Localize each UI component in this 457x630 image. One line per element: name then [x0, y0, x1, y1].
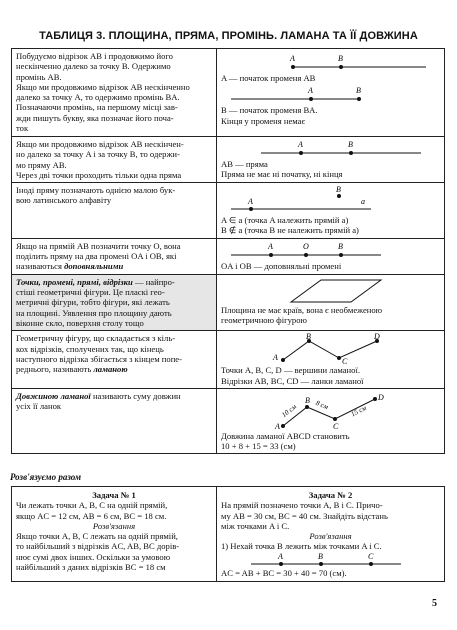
table-row-polyline	[12, 331, 445, 389]
point-label: B	[318, 551, 323, 561]
plane-parallelogram-icon	[221, 277, 441, 305]
line-label: a	[361, 197, 365, 207]
text-line	[16, 391, 213, 401]
point-label: O	[303, 241, 309, 251]
table-row-plane	[12, 274, 445, 330]
point-label: D	[374, 333, 380, 342]
point-label: B	[306, 333, 311, 342]
text-line: Якщо на прямій AB позначити точку O, вона	[16, 240, 181, 251]
text-line: но далеко за точку A і за точку B, то одержи-	[16, 149, 180, 160]
text-line: метричні фігури, тобто фігури, які лежать	[16, 297, 170, 308]
text-line: Позначаючи промінь, на першому місці зав-	[16, 102, 178, 113]
page-title: ТАБЛИЦЯ 3. ПЛОЩИНА, ПРЯМА, ПРОМІНЬ. ЛАМАНА ТА ЇЇ ДОВЖИНА	[39, 30, 418, 42]
term-figures: Точки, промені, прямі, відрізки	[16, 276, 133, 287]
text-line: промінь AB.	[16, 71, 62, 82]
task-1	[12, 487, 217, 582]
segment-length-label: 10 см	[280, 402, 298, 419]
text-line	[16, 277, 213, 287]
point-label: B	[336, 185, 341, 195]
plane-caption-2: геометричною фігурою	[221, 315, 307, 326]
text-fragment: — найпро-	[132, 276, 175, 287]
ray-ab-caption: A — початок променя AB	[221, 73, 316, 83]
point-label: B	[356, 86, 361, 96]
polyline-links-caption: Відрізки AB, BC, CD — ланки ламаної	[221, 375, 364, 386]
text-line: Геометричну фігуру, що складається з кіль-	[16, 333, 176, 344]
task-1-header: Задача № 1	[92, 490, 136, 500]
table-row-ray	[12, 49, 445, 137]
text-line: му AB = 30 см, BC = 40 см. Знайдіть відстань	[221, 510, 388, 521]
segment-length-label: 8 см	[314, 398, 330, 412]
segment-length-label: 15 см	[349, 403, 368, 419]
theory-table	[11, 48, 445, 454]
tasks-row	[12, 487, 445, 582]
text-line: між точками A і C.	[221, 520, 290, 531]
row-line-letter-figure	[217, 183, 445, 239]
belongs-caption: A ∈ a (точка A належить прямій a)	[221, 215, 349, 226]
point-label: B	[305, 395, 310, 405]
ray-ba-caption: B — початок променя BA.	[221, 105, 318, 116]
row-ray-figure	[217, 49, 445, 137]
point-label: C	[368, 551, 374, 561]
row-plane-text	[12, 274, 217, 330]
row-line-figure	[217, 137, 445, 183]
polyline-diagram	[221, 333, 441, 365]
tasks-table	[11, 486, 445, 582]
text-line: Якщо ми продовжимо відрізок AB нескінченно	[16, 81, 190, 92]
row-line-text	[12, 137, 217, 183]
point-label: A	[290, 54, 295, 63]
task-2-solution-label: Розв'язання	[309, 531, 352, 542]
point-label: B	[338, 54, 343, 63]
text-line	[16, 364, 213, 374]
text-line: жди пишуть букву, яка позначає його поча-	[16, 112, 174, 123]
text-line: Через дві точки проходить тільки одна пряма	[16, 169, 182, 180]
page-number: 5	[432, 598, 437, 609]
text-fragment: реднього, називають	[16, 364, 94, 375]
text-line: Побудуємо відрізок AB і продовжимо його	[16, 51, 173, 61]
point-label: B	[348, 140, 353, 149]
point-label: A	[248, 197, 253, 207]
term-polyline: ламаною	[93, 364, 128, 375]
row-plane-figure	[217, 274, 445, 330]
text-line: мо пряму AB.	[16, 159, 67, 170]
term-complementary: доповняльними	[64, 261, 124, 272]
complementary-rays-diagram	[221, 241, 441, 261]
text-line: нескінченно далеко за точку B. Одержимо	[16, 61, 171, 72]
task-1-solution-label: Розв'язання	[92, 520, 136, 531]
text-line: на площині. Уявлення про площину дають	[16, 307, 172, 318]
task-2-line-diagram	[221, 552, 441, 568]
row-line-letter-text	[12, 183, 217, 239]
text-line: нює сумі двох інших. Оскільки за умовою	[16, 551, 171, 562]
text-line: Якщо ми продовжимо відрізок AB нескінчен-	[16, 139, 184, 149]
not-belongs-caption: B ∉ a (точка B не належить прямій a)	[221, 225, 359, 236]
text-line: стіші геометричні фігури. Це пласкі гео-	[16, 287, 165, 298]
text-line: Чи лежать точки A, B, C на одній прямій,	[16, 500, 168, 511]
polyline-length-diagram	[221, 391, 441, 431]
point-label: A	[273, 353, 278, 363]
table-row-line-letter	[12, 183, 445, 239]
task-2-header: Задача № 2	[308, 490, 353, 500]
text-line: кох відрізків, сполучених так, що кінець	[16, 343, 164, 354]
point-label: B	[338, 241, 343, 251]
text-line: якщо AC = 12 см, AB = 6 см, BC = 18 см.	[16, 510, 167, 521]
complementary-caption: OA і OB — доповняльні промені	[221, 260, 342, 271]
row-complementary-figure	[217, 238, 445, 274]
point-label: A	[308, 86, 313, 96]
text-line: віконне скло, поверхня столу тощо	[16, 317, 144, 328]
text-line: Іноді пряму позначають однією малою бук-	[16, 185, 176, 196]
section-heading: Розв'язуємо разом	[10, 472, 82, 482]
row-complementary-text	[12, 238, 217, 274]
line-no-ends-caption: Пряма не має ні початку, ні кінця	[221, 169, 343, 180]
point-label: D	[378, 392, 384, 402]
point-label: C	[342, 357, 348, 366]
row-polyline-figure	[217, 331, 445, 389]
line-a-diagram	[221, 185, 441, 215]
text-line: На прямій позначено точки A, B і C. Причо-	[221, 500, 383, 511]
text-fragment: називають суму довжин	[90, 390, 181, 401]
length-caption: Довжина ламаної ABCD становить	[221, 430, 350, 441]
text-line: усіх її ланок	[16, 401, 62, 412]
table-row-polyline-length	[12, 388, 445, 454]
row-ray-text	[12, 49, 217, 137]
row-polyline-text	[12, 331, 217, 389]
task-2	[217, 487, 445, 582]
text-line: Якщо точки A, B, C лежать на одній прямій,	[16, 531, 178, 542]
text-line: наступного відрізка збігається з кінцем попе-	[16, 353, 182, 364]
ray-no-end-caption: Кінця у променя немає	[221, 115, 306, 126]
point-label: A	[268, 241, 273, 251]
table-row-line	[12, 137, 445, 183]
task-2-result: AC = AB + BC = 30 + 40 = 70 (см).	[221, 567, 347, 578]
text-line: поділить пряму на два промені OA і OB, які	[16, 251, 177, 262]
line-caption: AB — пряма	[221, 159, 268, 169]
point-label: A	[298, 140, 303, 149]
text-line: 1) Нехай точка B лежить між точками A і C.	[221, 541, 382, 552]
line-ab-diagram	[221, 139, 441, 159]
row-length-figure	[217, 388, 445, 454]
text-line: вою латинського алфавіту	[16, 195, 112, 206]
row-length-text	[12, 388, 217, 454]
ray-ab-diagram	[221, 51, 441, 73]
polyline-vertices-caption: Точки A, B, C, D — вершини ламаної.	[221, 365, 360, 376]
text-line: то найбільший з відрізків AC, AB, BC дорів-	[16, 541, 180, 552]
text-line: далеко за точку A, то одержимо промінь BA.	[16, 92, 180, 103]
text-line: найбільший з даних відрізків BC = 18 см	[16, 562, 166, 573]
table-row-complementary	[12, 238, 445, 274]
point-label: A	[278, 551, 283, 561]
plane-caption: Площина не має країв, вона є необмеженою	[221, 304, 383, 315]
length-formula: 10 + 8 + 15 = 33 (см)	[221, 441, 296, 452]
text-line	[16, 261, 213, 271]
ray-ba-diagram	[221, 83, 441, 105]
point-label: A	[275, 421, 280, 431]
text-fragment: називаються	[16, 261, 65, 272]
text-line: ток	[16, 123, 29, 134]
term-length: Довжиною ламаної	[16, 390, 91, 401]
point-label: C	[333, 421, 339, 431]
